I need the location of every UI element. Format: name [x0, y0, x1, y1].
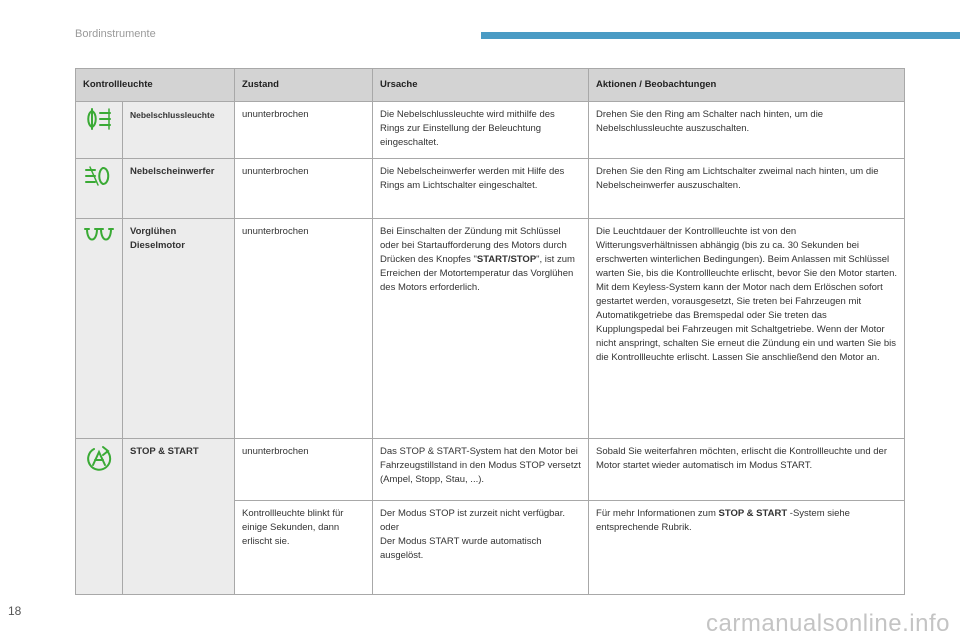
action-text: -System siehe entsprechende Rubrik. — [596, 508, 850, 533]
header-accent-bar — [481, 32, 960, 39]
cause-cell: Die Nebelscheinwerfer werden mit Hilfe des Rings am Lichtschalter eingeschaltet. — [373, 159, 589, 219]
cause-cell: Das STOP & START-System hat den Motor bei Fahrzeugstillstand in den Modus STOP versetzt (Ampel, Stopp, Stau, ...). — [373, 439, 589, 501]
table-row — [76, 219, 905, 439]
icon-cell — [76, 439, 123, 595]
cause-cell — [373, 501, 589, 595]
table-row — [76, 159, 905, 219]
glow-plug-icon — [84, 239, 114, 250]
cause-text: Bei Einschalten der Zündung mit Schlüssel oder bei Startaufforderung des Motors durch Drücken des Knopfes " — [380, 226, 567, 265]
light-name: STOP & START — [123, 439, 235, 595]
action-cell — [589, 501, 905, 595]
stop-start-label: STOP & START — [718, 508, 788, 519]
action-cell: Drehen Sie den Ring am Lichtschalter zweimal nach hinten, um die Nebelscheinwerfer auszuschalten. — [589, 159, 905, 219]
state-cell: ununterbrochen — [235, 219, 373, 439]
rear-fog-light-icon — [84, 122, 114, 133]
icon-cell — [76, 159, 123, 219]
action-cell: Sobald Sie weiterfahren möchten, erlischt die Kontrollleuchte und der Motor startet wieder automatisch im Modus START. — [589, 439, 905, 501]
light-name-line1: Vorglühen — [130, 226, 177, 237]
column-header-action: Aktionen / Beobachtungen — [589, 69, 905, 102]
table-row — [76, 439, 905, 501]
state-cell: ununterbrochen — [235, 159, 373, 219]
table-row — [76, 102, 905, 159]
warning-lights-table — [75, 68, 905, 595]
cause-text: ", ist zum Erreichen der Motortemperatur das Vorglühen des Motors erforderlich. — [380, 254, 575, 293]
action-cell: Drehen Sie den Ring am Schalter nach hinten, um die Nebelschlussleuchte auszuschalten. — [589, 102, 905, 159]
front-fog-light-icon — [84, 179, 114, 190]
cause-line: oder — [380, 522, 400, 533]
light-name: Nebelscheinwerfer — [123, 159, 235, 219]
column-header-cause: Ursache — [373, 69, 589, 102]
icon-cell — [76, 219, 123, 439]
watermark: carmanualsonline.info — [706, 610, 950, 637]
action-text: Für mehr Informationen zum — [596, 508, 719, 519]
section-title: Bordinstrumente — [75, 28, 156, 40]
state-cell: ununterbrochen — [235, 439, 373, 501]
light-name: Nebelschlussleuchte — [123, 102, 235, 159]
column-header-state: Zustand — [235, 69, 373, 102]
stop-start-icon — [85, 463, 113, 474]
column-header-light: Kontrollleuchte — [76, 69, 235, 102]
state-cell: Kontrollleuchte blinkt für einige Sekunden, dann erlischt sie. — [235, 501, 373, 595]
page-number: 18 — [8, 604, 22, 618]
start-stop-label: START/STOP — [476, 254, 537, 265]
cause-line: Der Modus STOP ist zurzeit nicht verfügbar. — [380, 508, 565, 519]
state-cell: ununterbrochen — [235, 102, 373, 159]
table-header-row — [76, 69, 905, 102]
icon-cell — [76, 102, 123, 159]
action-cell: Die Leuchtdauer der Kontrollleuchte ist von den Witterungsverhältnissen abhängig (bis zu ca. 30 Sekunden bei erschwerten winterlichen Bedingungen). Beim Anlassen mit Schlüssel warten Sie, bis die Kontrollleuchte erlischt, bevor Sie den Motor starten. Mit dem Keyless-System kann der Motor nach dem Erlöschen sofort gestartet werden, vorausgesetzt, Sie treten bei Fahrzeugen mit Automatikgetriebe das Bremspedal oder Sie treten das Kupplungspedal bei Fahrzeugen mit Schaltgetriebe. Wenn der Motor nicht anspringt, schalten Sie erneut die Zündung ein und warten Sie bis die Kontrollleuchte erlischt. Lassen Sie anschließend den Motor an. — [589, 219, 905, 439]
light-name — [123, 219, 235, 439]
light-name-line2: Dieselmotor — [130, 240, 185, 251]
cause-line: Der Modus START wurde automatisch ausgelöst. — [380, 536, 542, 561]
cause-cell — [373, 219, 589, 439]
cause-cell: Die Nebelschlussleuchte wird mithilfe des Rings zur Einstellung der Beleuchtung eingeschaltet. — [373, 102, 589, 159]
